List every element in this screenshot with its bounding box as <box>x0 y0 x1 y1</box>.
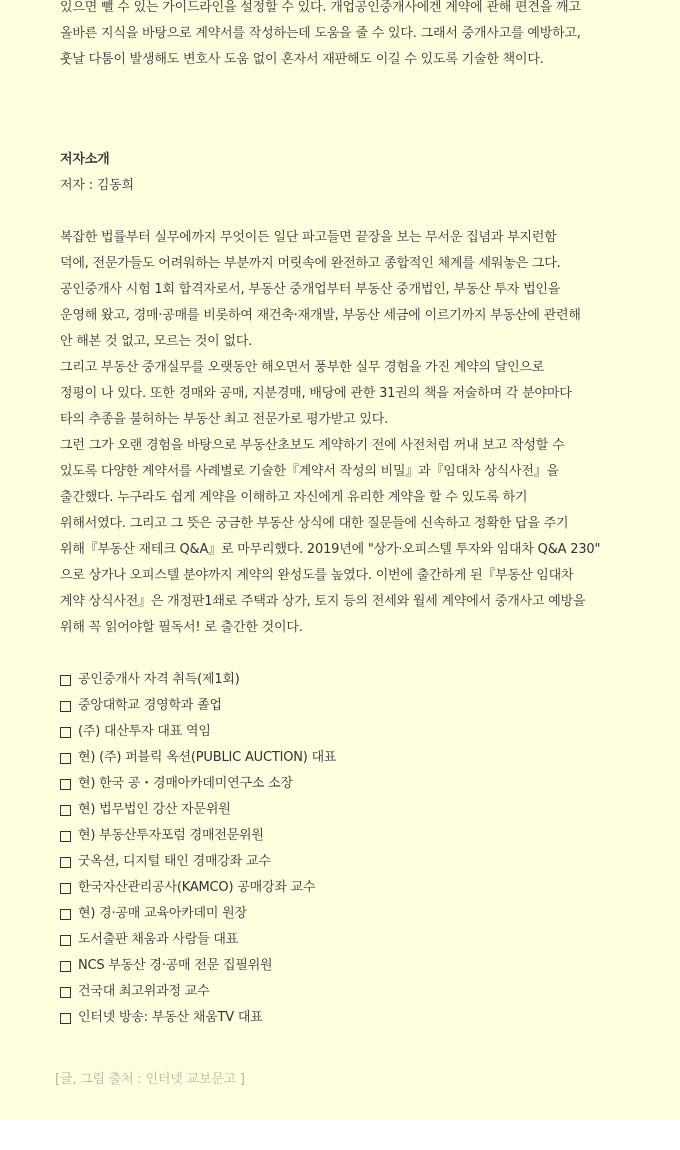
bio-line: 위해 꼭 읽어야할 필독서! 로 출간한 것이다. <box>60 620 303 635</box>
checkbox-icon <box>60 675 71 686</box>
career-item-label: 현) 법무법인 강산 자문위원 <box>78 802 231 817</box>
career-item-label: 한국자산관리공사(KAMCO) 공매강좌 교수 <box>78 880 316 895</box>
bio-line: 출간했다. 누구라도 쉽게 계약을 이해하고 자신에게 유리한 계약을 할 수 있도록 하기 <box>60 490 528 505</box>
bio-line: 위해『부동산 재테크 Q&A』로 마무리했다. 2019년에 "상가·오피스텔 투자와 임대차 Q&A 230" <box>60 542 601 557</box>
career-item <box>60 823 650 849</box>
author-bio <box>60 225 650 641</box>
career-item-label: 굿옥션, 디지털 태인 경매강좌 교수 <box>78 854 271 869</box>
career-item <box>60 901 650 927</box>
bio-line: 복잡한 법률부터 실무에까지 무엇이든 일단 파고들면 끝장을 보는 무서운 집념과 부지런함 <box>60 230 557 245</box>
career-item-label: 도서출판 채움과 사람들 대표 <box>78 932 239 947</box>
career-item <box>60 693 650 719</box>
career-item-label: 건국대 최고위과정 교수 <box>78 984 210 999</box>
intro-line: 있으면 뺄 수 있는 가이드라인을 설정할 수 있다. 개업공인중개사에겐 계약에 관해 편견을 깨고 <box>60 0 581 15</box>
checkbox-icon <box>60 831 71 842</box>
checkbox-icon <box>60 753 71 764</box>
career-item <box>60 953 650 979</box>
career-item-label: 공인중개사 자격 취득(제1회) <box>78 672 240 687</box>
bio-line: 안 해본 것 없고, 모르는 것이 없다. <box>60 334 253 349</box>
bio-line: 덕에, 전문가들도 어려워하는 부분까지 머릿속에 완전하고 종합적인 체계를 세워놓은 그다. <box>60 256 561 271</box>
career-item <box>60 771 650 797</box>
career-item <box>60 719 650 745</box>
checkbox-icon <box>60 883 71 894</box>
checkbox-icon <box>60 701 71 712</box>
career-item <box>60 979 650 1005</box>
bio-line: 운영해 왔고, 경매·공매를 비롯하여 재건축·재개발, 부동산 세금에 이르기까지 부동산에 관련해 <box>60 308 581 323</box>
career-item-label: 인터넷 방송: 부동산 채움TV 대표 <box>78 1010 263 1025</box>
checkbox-icon <box>60 987 71 998</box>
intro-line: 올바른 지식을 바탕으로 계약서를 작성하는데 도움을 줄 수 있다. 그래서 중개사고를 예방하고, <box>60 26 581 41</box>
career-item-label: NCS 부동산 경·공매 전문 집필위원 <box>78 958 273 973</box>
career-item-label: 현) (주) 퍼블릭 옥션(PUBLIC AUCTION) 대표 <box>78 750 337 765</box>
career-item <box>60 797 650 823</box>
career-item <box>60 667 650 693</box>
bio-line: 그런 그가 오랜 경험을 바탕으로 부동산초보도 계약하기 전에 사전처럼 꺼내 보고 작성할 수 <box>60 438 565 453</box>
checkbox-icon <box>60 961 71 972</box>
author-name: 저자 : 김동희 <box>60 178 134 193</box>
checkbox-icon <box>60 1013 71 1024</box>
career-item-label: 현) 경·공매 교육아카데미 원장 <box>78 906 247 921</box>
bio-line: 정평이 나 있다. 또한 경매와 공매, 지분경매, 배당에 관한 31권의 책을 저술하며 각 분야마다 <box>60 386 572 401</box>
checkbox-icon <box>60 857 71 868</box>
bio-line: 위해서였다. 그리고 그 뜻은 궁금한 부동산 상식에 대한 질문들에 신속하고 정확한 답을 주기 <box>60 516 569 531</box>
career-list <box>60 667 650 1031</box>
checkbox-icon <box>60 805 71 816</box>
career-item-label: 현) 한국 공・경매아카데미연구소 소장 <box>78 776 293 791</box>
career-item-label: (주) 대산투자 대표 역임 <box>78 724 211 739</box>
bio-line: 으로 상가나 오피스텔 분야까지 계약의 완성도를 높였다. 이번에 출간하게 된『부동산 임대차 <box>60 568 574 583</box>
career-item <box>60 849 650 875</box>
bio-line: 그리고 부동산 중개실무를 오랫동안 해오면서 풍부한 실무 경험을 가진 계약의 달인으로 <box>60 360 545 375</box>
source-credit: [글, 그림 출처 : 인터넷 교보문고 ] <box>55 1072 245 1087</box>
checkbox-icon <box>60 935 71 946</box>
checkbox-icon <box>60 909 71 920</box>
checkbox-icon <box>60 727 71 738</box>
author-section <box>60 147 650 199</box>
career-item <box>60 875 650 901</box>
career-item-label: 중앙대학교 경영학과 졸업 <box>78 698 222 713</box>
bio-line: 있도록 다양한 계약서를 사례별로 기술한『계약서 작성의 비밀』과『임대차 상식사전』을 <box>60 464 559 479</box>
author-heading: 저자소개 <box>60 152 110 167</box>
intro-line: 훗날 다툼이 발생해도 변호사 도움 없이 혼자서 재판해도 이길 수 있도록 기술한 책이다. <box>60 52 544 67</box>
bio-line: 계약 상식사전』은 개정판1쇄로 주택과 상가, 토지 등의 전세와 월세 계약에서 중개사고 예방을 <box>60 594 586 609</box>
career-item <box>60 745 650 771</box>
career-item <box>60 927 650 953</box>
book-intro-text <box>60 0 650 73</box>
career-item <box>60 1005 650 1031</box>
bio-line: 타의 추종을 불허하는 부동산 최고 전문가로 평가받고 있다. <box>60 412 389 427</box>
checkbox-icon <box>60 779 71 790</box>
bio-line: 공인중개사 시험 1회 합격자로서, 부동산 중개업부터 부동산 중개법인, 부동산 투자 법인을 <box>60 282 561 297</box>
career-item-label: 현) 부동산투자포럼 경매전문위원 <box>78 828 264 843</box>
